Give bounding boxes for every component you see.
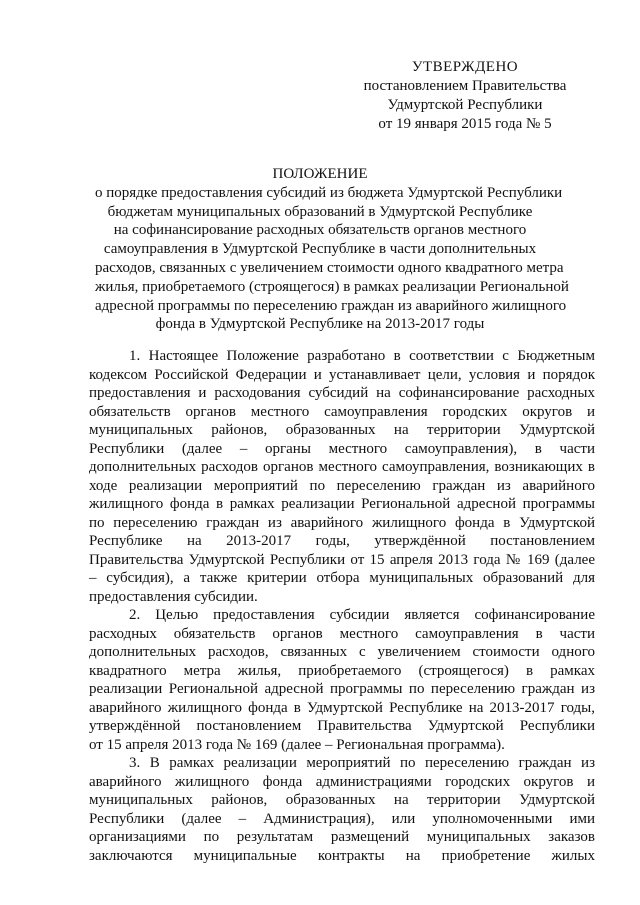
body-line: расходных обязательств органов местного самоуправления в части <box>89 625 595 642</box>
title-line: на софинансирование расходных обязательств органов местного <box>113 222 527 239</box>
body-line: 3. В рамках реализации мероприятий по переселению граждан из <box>129 755 595 771</box>
title-line: жилья, приобретаемого (строящегося) в рамках реализации Региональной <box>95 278 569 295</box>
body-line: Республики (далее – Администрация), или уполномоченными ими <box>89 810 595 827</box>
approval-stamp <box>355 58 575 134</box>
paragraph-1 <box>89 347 595 606</box>
document-title <box>95 165 569 334</box>
body-line: обязательств органов местного самоуправления городских округов и <box>89 403 595 420</box>
body-line: утверждённой постановлением Правительства Удмуртской Республики <box>89 718 595 734</box>
body-line: от 15 апреля 2013 года № 169 (далее – Региональная программа). <box>89 736 505 753</box>
title-line: расходов, связанных с увеличением стоимости одного квадратного метра <box>95 259 564 276</box>
approval-line: Удмуртской Республики <box>387 97 543 113</box>
body-line: квадратного метра жилья, приобретаемого (строящегося) в рамках <box>89 662 595 679</box>
body-line: Республики (далее – органы местного самоуправления), в части <box>89 440 595 457</box>
title-line: фонда в Удмуртской Республике на 2013-2017 годы <box>155 316 485 333</box>
body-line: аварийного жилищного фонда в Удмуртской Республике на 2013-2017 годы, <box>89 699 595 716</box>
body-line: организациями по результатам размещений муниципальных заказов <box>89 829 595 845</box>
title-line: о порядке предоставления субсидий из бюджета Удмуртской Республики <box>95 184 563 201</box>
body-line: предоставления субсидии. <box>89 588 258 605</box>
body-line: муниципальных районов, образованных на территории Удмуртской <box>89 792 595 808</box>
body-line: по переселению граждан из аварийного жилищного фонда в Удмуртской <box>89 514 595 531</box>
approval-line: от 19 января 2015 года № 5 <box>378 116 552 132</box>
title-line: самоуправления в Удмуртской Республике в части дополнительных <box>103 241 537 258</box>
body-line: жилищного фонда в рамках реализации Региональной адресной программы <box>89 496 595 512</box>
approval-heading: УТВЕРЖДЕНО <box>411 59 519 75</box>
body-line: Правительства Удмуртской Республики от 15 апреля 2013 года № 169 (далее <box>89 551 595 568</box>
body-line: кодексом Российской Федерации и устанавливает цели, условия и порядок <box>89 366 595 383</box>
paragraph-2 <box>89 606 595 754</box>
body-line: реализации Региональной адресной программы по переселению граждан из <box>89 681 595 697</box>
body-line: ходе реализации мероприятий по переселению граждан из аварийного <box>89 477 595 494</box>
document-body <box>89 347 595 865</box>
body-line: – субсидия), а также критерии отбора муниципальных образований для <box>89 570 595 586</box>
approval-line: постановлением Правительства <box>363 78 567 94</box>
body-line: дополнительных расходов органов местного самоуправления, возникающих в <box>89 459 595 475</box>
title-line: адресной программы по переселению граждан из аварийного жилищного <box>95 297 567 314</box>
title-heading: ПОЛОЖЕНИЕ <box>272 166 368 182</box>
paragraph-3 <box>89 754 595 865</box>
body-line: заключаются муниципальные контракты на приобретение жилых <box>89 847 595 864</box>
body-line: 1. Настоящее Положение разработано в соответствии с Бюджетным <box>129 348 595 364</box>
body-line: Республике на 2013-2017 годы, утверждённой постановлением <box>89 533 595 549</box>
body-line: 2. Целью предоставления субсидии является софинансирование <box>129 607 595 623</box>
body-line: муниципальных районов, образованных на территории Удмуртской <box>89 422 595 438</box>
title-line: бюджетам муниципальных образований в Удмуртской Республике <box>107 203 533 220</box>
body-line: дополнительных расходов, связанных с увеличением стоимости одного <box>89 644 595 660</box>
body-line: аварийного жилищного фонда администрациями городских округов и <box>89 773 595 790</box>
body-line: предоставления и расходования субсидий на софинансирование расходных <box>89 385 595 401</box>
